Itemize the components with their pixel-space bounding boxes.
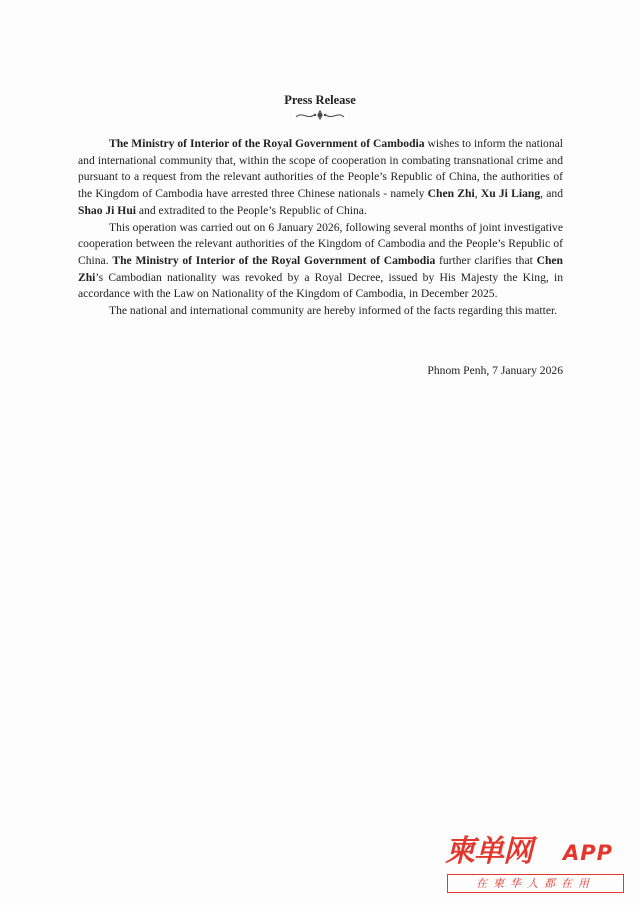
- watermark-brand: 柬单网: [445, 834, 532, 869]
- ministry-name: The Ministry of Interior of the Royal Government of Cambodia: [109, 137, 425, 150]
- paragraph-3: The national and international community are hereby informed of the facts regarding this matter.: [109, 304, 558, 318]
- dateline: Phnom Penh, 7 January 2026: [427, 364, 563, 377]
- person-name: Shao Ji Hui: [78, 203, 136, 217]
- press-release-body: [78, 136, 563, 320]
- person-name: Xu Ji Liang: [480, 187, 541, 201]
- watermark-logo: [443, 834, 628, 896]
- person-name: Chen Zhi: [78, 253, 564, 284]
- paragraph-2: This operation was carried out on 6 January 2026, following several months of joint investigative cooperation between the relevant authorities of the Kingdom of Cambodia and the People’s Republic of China. The Ministry of Interior of the Royal Government of Cambodia further clarifies that Chen Zhi’s Cambodian nationality was revoked by a Royal Decree, issued by His Majesty the King, in accordance with the Law on Nationality of the Kingdom of Cambodia, in December 2025.: [78, 220, 564, 301]
- page-title: Press Release: [284, 93, 356, 107]
- person-name: Chen Zhi: [427, 187, 475, 201]
- paragraph-1: The Ministry of Interior of the Royal Government of Cambodia wishes to inform the national and international community that, within the scope of cooperation in combating transnational crime and pursuant to a request from the relevant authorities of the People’s Republic of China, the authorities of the Kingdom of Cambodia have arrested three Chinese nationals - namely Chen Zhi, Xu Ji Liang, and Shao Ji Hui and extradited to the People’s Republic of China.: [78, 137, 564, 217]
- watermark-app-label: APP: [563, 841, 614, 865]
- ornament-divider-icon: [294, 109, 346, 121]
- watermark-slogan: 在柬华人都在用: [447, 874, 624, 893]
- ministry-name: The Ministry of Interior of the Royal Government of Cambodia: [112, 253, 436, 267]
